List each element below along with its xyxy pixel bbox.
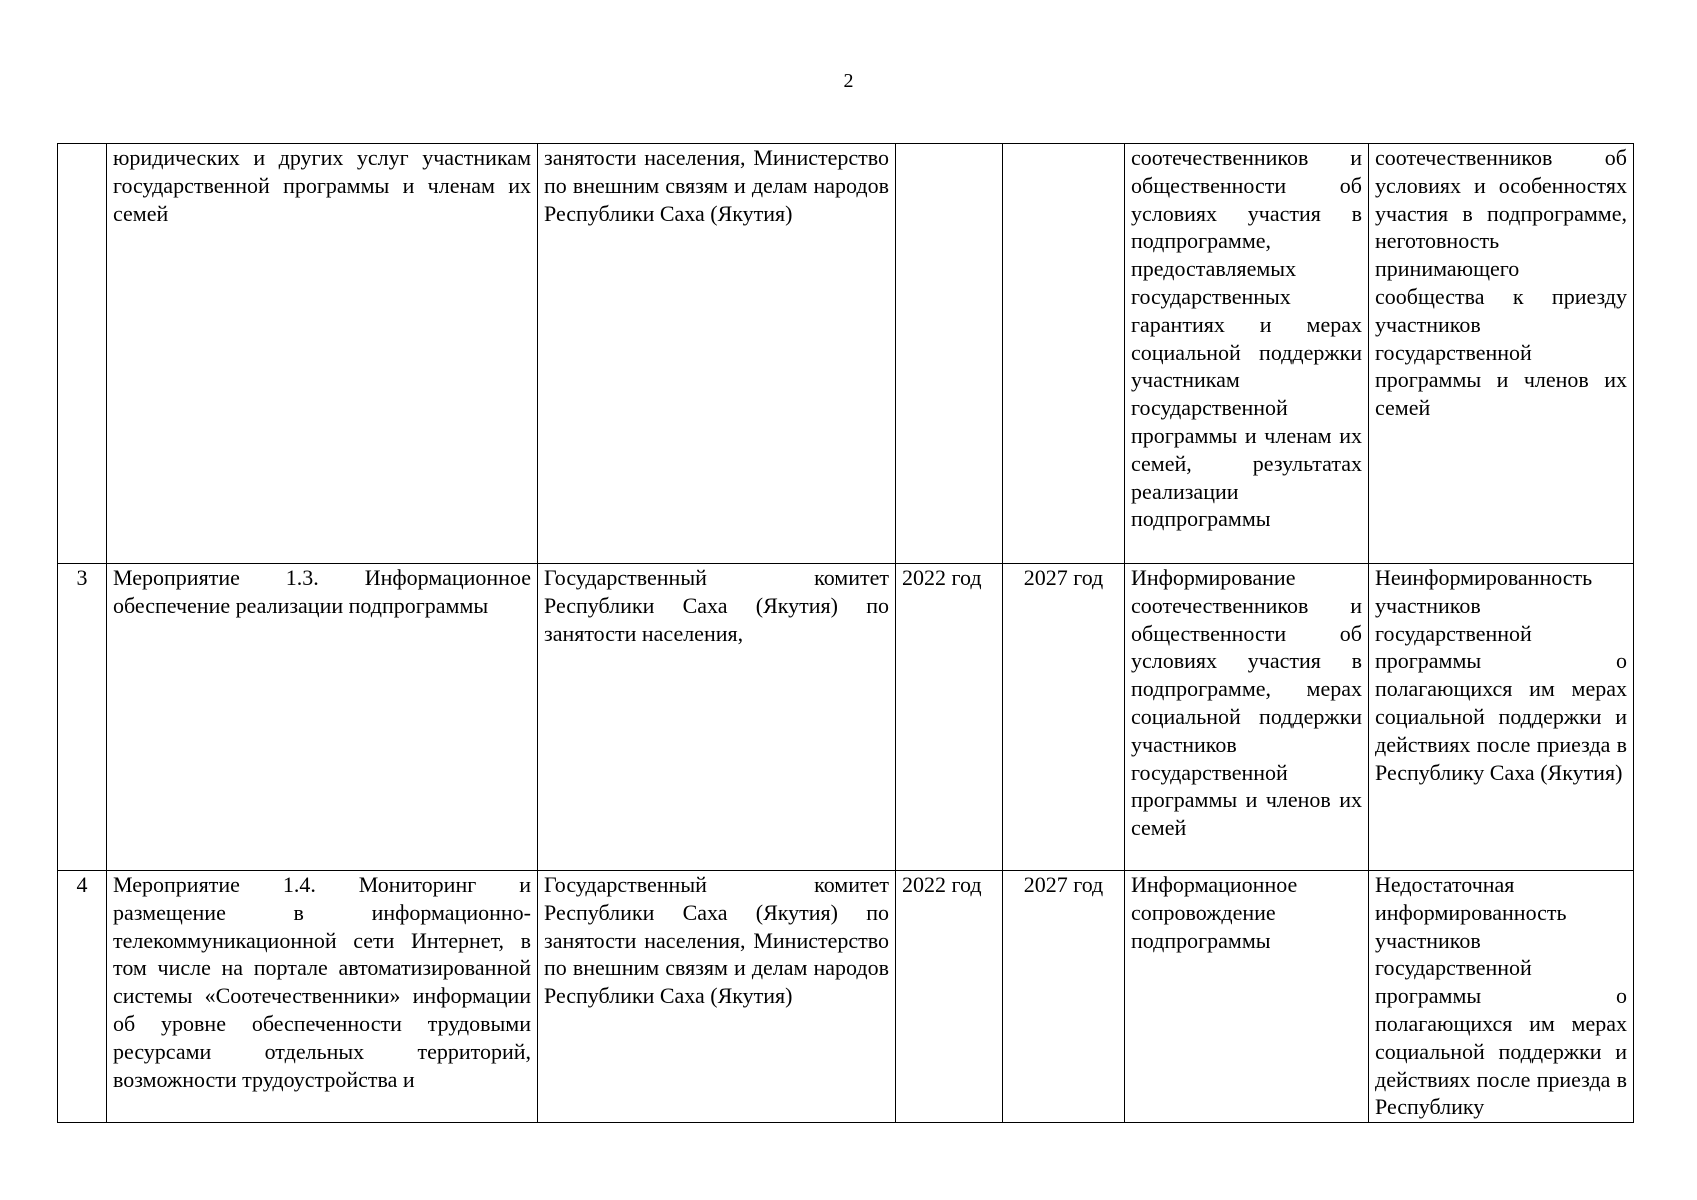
program-activities-table [57,143,1634,1123]
end-year-cell [1003,144,1125,564]
expected-result-cell: соотечественников и общественности об условиях участия в подпрограмме, предоставляемых государственных гарантиях и мерах социальной поддержки участникам государственной программы и членам их семей, результатах реализации подпрограммы [1125,144,1369,564]
executor-cell: занятости населения, Министерство по внешним связям и делам народов Республики Саха (Якутия) [538,144,896,564]
expected-result-cell: Информирование соотечественников и общественности об условиях участия в подпрограмме, мерах социальной поддержки участников государственной программы и членов их семей [1125,564,1369,871]
start-year-cell [896,144,1003,564]
start-year-cell: 2022 год [896,564,1003,871]
end-year-cell: 2027 год [1003,564,1125,871]
row-number: 3 [58,564,107,871]
activity-cell: Мероприятие 1.4. Мониторинг и размещение в информационно-телекоммуникационной сети Интернет, в том числе на портале автоматизированной системы «Соотечественники» информации об уровне обеспеченности трудовыми ресурсами отдельных территорий, возможности трудоустройства и [107,871,538,1123]
start-year-cell: 2022 год [896,871,1003,1123]
table-row [58,564,1634,871]
consequences-cell: Недостаточная информированность участников государственной программы о полагающихся им мерах социальной поддержки и действиях после приезда в Республику [1369,871,1634,1123]
activity-cell: юридических и других услуг участникам государственной программы и членам их семей [107,144,538,564]
table-row [58,144,1634,564]
executor-cell: Государственный комитет Республики Саха (Якутия) по занятости населения, [538,564,896,871]
expected-result-cell: Информационное сопровождение подпрограммы [1125,871,1369,1123]
end-year-cell: 2027 год [1003,871,1125,1123]
row-number [58,144,107,564]
consequences-cell: соотечественников об условиях и особенностях участия в подпрограмме, неготовность принимающего сообщества к приезду участников государственной программы и членов их семей [1369,144,1634,564]
activity-cell: Мероприятие 1.3. Информационное обеспечение реализации подпрограммы [107,564,538,871]
row-number: 4 [58,871,107,1123]
consequences-cell: Неинформированность участников государственной программы о полагающихся им мерах социальной поддержки и действиях после приезда в Республику Саха (Якутия) [1369,564,1634,871]
page-number: 2 [843,70,854,92]
executor-cell: Государственный комитет Республики Саха (Якутия) по занятости населения, Министерство по внешним связям и делам народов Республики Саха (Якутия) [538,871,896,1123]
table-row [58,871,1634,1123]
